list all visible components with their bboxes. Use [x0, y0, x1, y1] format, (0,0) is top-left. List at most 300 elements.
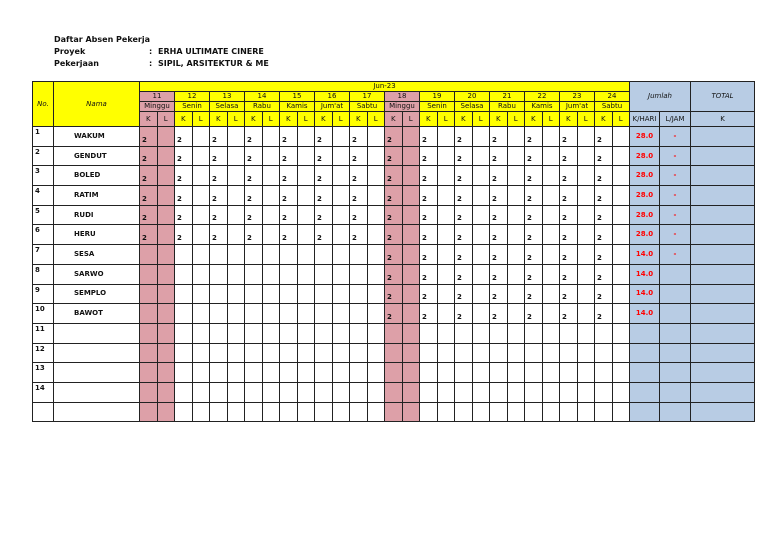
k-cell — [280, 304, 298, 324]
k-cell: 2 — [385, 127, 403, 147]
l-cell — [192, 186, 210, 206]
l-cell — [297, 245, 315, 265]
proyek-separator: : — [149, 47, 153, 56]
total-k-value — [691, 186, 755, 206]
day-name-header: Sabtu — [350, 102, 385, 112]
l-cell — [542, 146, 560, 166]
k-cell — [455, 363, 473, 383]
jumlah-header: Jumlah — [630, 82, 691, 112]
l-cell — [192, 146, 210, 166]
k-cell — [175, 363, 193, 383]
l-cell — [507, 402, 525, 422]
k-cell — [315, 264, 333, 284]
k-cell: 2 — [525, 284, 543, 304]
k-cell: 2 — [525, 146, 543, 166]
k-cell — [280, 284, 298, 304]
khari-value: 14.0 — [630, 264, 660, 284]
l-column-header: L — [437, 112, 455, 127]
l-cell — [297, 304, 315, 324]
k-cell: 2 — [245, 186, 263, 206]
date-header: 24 — [595, 92, 630, 102]
l-column-header: L — [262, 112, 280, 127]
ljam-value: - — [660, 166, 691, 186]
l-cell — [262, 323, 280, 343]
k-cell — [525, 323, 543, 343]
k-column-header: K — [280, 112, 298, 127]
l-cell — [402, 284, 420, 304]
l-cell — [332, 186, 350, 206]
l-cell — [542, 127, 560, 147]
k-cell — [175, 284, 193, 304]
l-cell — [367, 186, 385, 206]
k-cell: 2 — [420, 284, 438, 304]
k-cell — [140, 264, 158, 284]
l-cell — [332, 304, 350, 324]
l-cell — [192, 382, 210, 402]
k-cell — [560, 323, 578, 343]
k-cell: 2 — [245, 205, 263, 225]
l-cell — [402, 225, 420, 245]
k-cell — [280, 382, 298, 402]
l-cell — [227, 264, 245, 284]
k-cell — [245, 382, 263, 402]
date-header: 20 — [455, 92, 490, 102]
total-k-value — [691, 363, 755, 383]
khari-value: 28.0 — [630, 166, 660, 186]
k-cell: 2 — [455, 304, 473, 324]
l-cell — [227, 127, 245, 147]
month-header: Jun-23 — [140, 82, 630, 92]
worker-name: SEMPLO — [54, 284, 140, 304]
l-cell — [542, 166, 560, 186]
k-cell: 2 — [525, 245, 543, 265]
ljam-value — [660, 382, 691, 402]
k-cell — [245, 304, 263, 324]
l-cell — [297, 382, 315, 402]
table-row — [33, 264, 755, 284]
l-cell — [367, 264, 385, 284]
k-cell — [315, 245, 333, 265]
k-cell — [315, 402, 333, 422]
l-column-header: L — [472, 112, 490, 127]
k-cell: 2 — [420, 205, 438, 225]
l-cell — [297, 264, 315, 284]
total-k-value — [691, 402, 755, 422]
k-cell — [490, 402, 508, 422]
k-cell — [140, 343, 158, 363]
l-cell — [157, 382, 175, 402]
k-cell — [175, 402, 193, 422]
l-cell — [612, 146, 630, 166]
l-cell — [332, 402, 350, 422]
k-cell: 2 — [350, 127, 368, 147]
k-cell — [280, 402, 298, 422]
l-cell — [402, 205, 420, 225]
k-cell — [595, 402, 613, 422]
l-cell — [437, 205, 455, 225]
l-cell — [577, 284, 595, 304]
l-cell — [507, 284, 525, 304]
l-cell — [297, 323, 315, 343]
l-cell — [297, 225, 315, 245]
k-cell — [315, 304, 333, 324]
k-cell — [490, 343, 508, 363]
k-cell — [455, 343, 473, 363]
l-cell — [507, 323, 525, 343]
l-cell — [437, 146, 455, 166]
l-cell — [367, 146, 385, 166]
table-row — [33, 127, 755, 147]
l-cell — [577, 166, 595, 186]
ljam-value: - — [660, 225, 691, 245]
date-header: 22 — [525, 92, 560, 102]
k-cell — [245, 245, 263, 265]
l-cell — [227, 304, 245, 324]
ljam-value: - — [660, 245, 691, 265]
khari-value: 28.0 — [630, 225, 660, 245]
k-cell: 2 — [350, 166, 368, 186]
l-cell — [262, 146, 280, 166]
k-cell: 2 — [315, 225, 333, 245]
k-cell: 2 — [350, 186, 368, 206]
l-cell — [332, 245, 350, 265]
khari-value: 14.0 — [630, 245, 660, 265]
l-cell — [332, 323, 350, 343]
l-cell — [542, 323, 560, 343]
l-cell — [227, 363, 245, 383]
k-cell — [595, 382, 613, 402]
k-cell — [455, 323, 473, 343]
l-cell — [157, 264, 175, 284]
l-cell — [402, 363, 420, 383]
l-cell — [507, 166, 525, 186]
k-cell: 2 — [385, 264, 403, 284]
k-cell: 2 — [525, 304, 543, 324]
date-header: 17 — [350, 92, 385, 102]
l-cell — [577, 205, 595, 225]
day-name-header: Senin — [420, 102, 455, 112]
l-cell — [402, 146, 420, 166]
worker-name: GENDUT — [54, 146, 140, 166]
k-cell — [175, 264, 193, 284]
k-cell: 2 — [560, 225, 578, 245]
nama-header: Nama — [54, 82, 140, 127]
l-cell — [612, 402, 630, 422]
k-cell: 2 — [140, 186, 158, 206]
khari-value — [630, 363, 660, 383]
l-cell — [577, 146, 595, 166]
l-cell — [612, 363, 630, 383]
k-cell: 2 — [490, 264, 508, 284]
l-cell — [297, 127, 315, 147]
row-number: 14 — [33, 382, 54, 402]
l-cell — [367, 304, 385, 324]
l-cell — [192, 205, 210, 225]
l-cell — [542, 343, 560, 363]
ljam-value — [660, 402, 691, 422]
k-cell — [280, 264, 298, 284]
l-cell — [192, 264, 210, 284]
k-cell — [245, 323, 263, 343]
l-cell — [612, 127, 630, 147]
khari-value: 28.0 — [630, 205, 660, 225]
k-cell: 2 — [210, 205, 228, 225]
k-cell: 2 — [210, 127, 228, 147]
k-cell — [245, 363, 263, 383]
row-number: 6 — [33, 225, 54, 245]
l-cell — [542, 304, 560, 324]
date-header: 16 — [315, 92, 350, 102]
l-cell — [612, 323, 630, 343]
no-header: No. — [33, 82, 54, 127]
k-cell — [175, 343, 193, 363]
k-cell: 2 — [420, 225, 438, 245]
l-cell — [577, 343, 595, 363]
k-cell — [455, 382, 473, 402]
k-cell: 2 — [420, 186, 438, 206]
k-cell: 2 — [315, 166, 333, 186]
worker-name — [54, 323, 140, 343]
l-cell — [577, 225, 595, 245]
table-row — [33, 304, 755, 324]
k-cell — [315, 284, 333, 304]
l-cell — [577, 382, 595, 402]
k-cell: 2 — [595, 225, 613, 245]
l-cell — [577, 363, 595, 383]
worker-name: SESA — [54, 245, 140, 265]
k-cell — [350, 363, 368, 383]
date-header: 12 — [175, 92, 210, 102]
l-cell — [262, 205, 280, 225]
l-cell — [227, 343, 245, 363]
k-cell: 2 — [420, 264, 438, 284]
l-cell — [472, 284, 490, 304]
k-cell: 2 — [175, 186, 193, 206]
k-cell: 2 — [560, 264, 578, 284]
l-cell — [542, 382, 560, 402]
l-cell — [367, 382, 385, 402]
k-cell — [140, 245, 158, 265]
table-row — [33, 323, 755, 343]
l-column-header: L — [157, 112, 175, 127]
k-column-header: K — [525, 112, 543, 127]
khari-value: 28.0 — [630, 146, 660, 166]
date-header: 13 — [210, 92, 245, 102]
ljam-value — [660, 284, 691, 304]
k-cell: 2 — [560, 205, 578, 225]
l-cell — [507, 363, 525, 383]
row-number: 8 — [33, 264, 54, 284]
table-row — [33, 205, 755, 225]
total-k-value — [691, 343, 755, 363]
day-name-header: Sabtu — [595, 102, 630, 112]
l-cell — [507, 127, 525, 147]
k-cell: 2 — [490, 205, 508, 225]
l-cell — [332, 264, 350, 284]
ljam-value: - — [660, 205, 691, 225]
k-column-header: K — [350, 112, 368, 127]
table-row — [33, 402, 755, 422]
l-cell — [192, 363, 210, 383]
worker-name: RATIM — [54, 186, 140, 206]
row-number: 11 — [33, 323, 54, 343]
l-column-header: L — [367, 112, 385, 127]
k-cell — [140, 402, 158, 422]
l-cell — [542, 402, 560, 422]
day-name-header: Kamis — [280, 102, 315, 112]
l-cell — [472, 245, 490, 265]
l-cell — [297, 205, 315, 225]
l-cell — [297, 186, 315, 206]
l-cell — [262, 363, 280, 383]
k-cell — [560, 363, 578, 383]
k-cell — [210, 363, 228, 383]
l-cell — [227, 284, 245, 304]
k-column-header: K — [140, 112, 158, 127]
k-cell: 2 — [455, 264, 473, 284]
l-cell — [542, 205, 560, 225]
k-cell: 2 — [140, 205, 158, 225]
k-cell — [525, 382, 543, 402]
k-cell: 2 — [455, 225, 473, 245]
l-cell — [437, 382, 455, 402]
table-row — [33, 343, 755, 363]
proyek-value: ERHA ULTIMATE CINERE — [158, 47, 264, 56]
k-column-header: K — [560, 112, 578, 127]
k-cell — [385, 323, 403, 343]
k-cell: 2 — [595, 186, 613, 206]
k-cell: 2 — [280, 166, 298, 186]
k-column-header: K — [490, 112, 508, 127]
day-name-header: Jum'at — [560, 102, 595, 112]
row-number: 1 — [33, 127, 54, 147]
k-cell: 2 — [385, 146, 403, 166]
worker-name: BOLED — [54, 166, 140, 186]
k-cell — [490, 363, 508, 383]
l-cell — [157, 205, 175, 225]
l-cell — [542, 225, 560, 245]
l-cell — [227, 166, 245, 186]
table-row — [33, 186, 755, 206]
k-cell — [595, 323, 613, 343]
l-cell — [402, 343, 420, 363]
k-cell: 2 — [315, 127, 333, 147]
l-cell — [472, 264, 490, 284]
k-cell: 2 — [490, 127, 508, 147]
l-cell — [612, 264, 630, 284]
k-cell: 2 — [490, 304, 508, 324]
k-cell: 2 — [455, 245, 473, 265]
day-name-header: Minggu — [385, 102, 420, 112]
k-cell — [175, 323, 193, 343]
k-cell: 2 — [560, 186, 578, 206]
l-cell — [332, 127, 350, 147]
l-cell — [367, 166, 385, 186]
k-cell — [315, 323, 333, 343]
l-cell — [262, 186, 280, 206]
k-cell: 2 — [385, 225, 403, 245]
k-cell — [490, 382, 508, 402]
k-cell: 2 — [140, 127, 158, 147]
total-k-value — [691, 304, 755, 324]
k-cell: 2 — [280, 146, 298, 166]
l-cell — [227, 245, 245, 265]
ljam-header: L/JAM — [660, 112, 691, 127]
k-cell — [280, 363, 298, 383]
l-cell — [367, 363, 385, 383]
l-cell — [577, 304, 595, 324]
worker-name — [54, 363, 140, 383]
k-column-header: K — [420, 112, 438, 127]
l-cell — [367, 127, 385, 147]
l-cell — [612, 245, 630, 265]
l-cell — [332, 284, 350, 304]
k-column-header: K — [455, 112, 473, 127]
proyek-label: Proyek — [54, 47, 86, 56]
l-cell — [402, 382, 420, 402]
k-cell — [595, 343, 613, 363]
k-cell — [140, 323, 158, 343]
pekerjaan-separator: : — [149, 59, 153, 68]
k-cell: 2 — [420, 304, 438, 324]
day-name-header: Rabu — [490, 102, 525, 112]
l-cell — [437, 402, 455, 422]
l-cell — [577, 186, 595, 206]
l-cell — [157, 245, 175, 265]
total-k-value — [691, 323, 755, 343]
l-cell — [192, 304, 210, 324]
k-cell — [245, 284, 263, 304]
l-cell — [437, 245, 455, 265]
worker-name: WAKUM — [54, 127, 140, 147]
table-row — [33, 225, 755, 245]
l-cell — [437, 264, 455, 284]
l-cell — [297, 146, 315, 166]
l-cell — [227, 402, 245, 422]
k-cell — [385, 343, 403, 363]
table-row — [33, 146, 755, 166]
l-column-header: L — [402, 112, 420, 127]
l-cell — [612, 343, 630, 363]
k-cell: 2 — [245, 127, 263, 147]
k-column-header: K — [315, 112, 333, 127]
l-cell — [472, 363, 490, 383]
l-cell — [367, 284, 385, 304]
day-name-header: Kamis — [525, 102, 560, 112]
khari-header: K/HARI — [630, 112, 660, 127]
total-k-header: K — [691, 112, 755, 127]
l-cell — [402, 245, 420, 265]
l-cell — [227, 186, 245, 206]
l-cell — [437, 343, 455, 363]
l-cell — [472, 205, 490, 225]
worker-name: BAWOT — [54, 304, 140, 324]
l-cell — [577, 264, 595, 284]
k-cell: 2 — [455, 284, 473, 304]
k-cell: 2 — [280, 225, 298, 245]
row-number: 9 — [33, 284, 54, 304]
l-cell — [192, 323, 210, 343]
k-cell: 2 — [315, 205, 333, 225]
l-cell — [332, 146, 350, 166]
l-cell — [577, 323, 595, 343]
l-cell — [472, 304, 490, 324]
k-cell: 2 — [595, 205, 613, 225]
l-cell — [612, 205, 630, 225]
k-cell: 2 — [525, 225, 543, 245]
k-cell: 2 — [245, 146, 263, 166]
date-header: 11 — [140, 92, 175, 102]
